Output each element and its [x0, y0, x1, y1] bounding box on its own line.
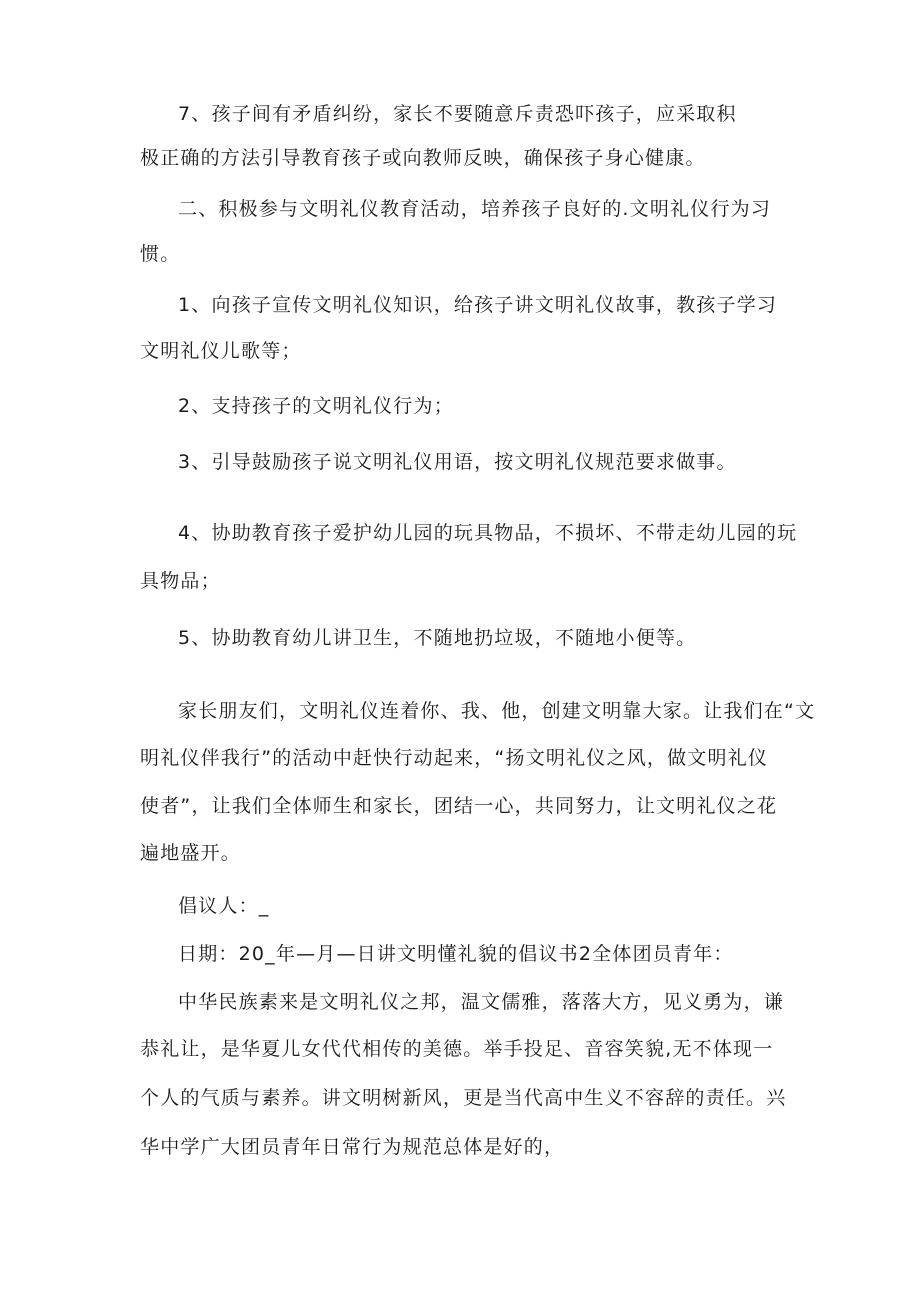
text-line: 极正确的方法引导教育孩子或向教师反映，确保孩子身心健康。	[140, 147, 706, 169]
text-line: 家长朋友们，文明礼仪连着你、我、他，创建文明靠大家。让我们在“文	[178, 700, 816, 722]
text-line: 2、支持孩子的文明礼仪行为；	[178, 395, 454, 417]
text-line: 3、引导鼓励孩子说文明礼仪用语，按文明礼仪规范要求做事。	[178, 451, 737, 473]
text-line: 惯。	[140, 243, 181, 265]
text-line: 恭礼让，是华夏儿女代代相传的美德。举手投足、音容笑貌,无不体现一	[140, 1038, 774, 1060]
text-line: 4、协助教育孩子爱护幼儿园的玩具物品，不损坏、不带走幼儿园的玩	[178, 522, 798, 544]
text-line: 文明礼仪儿歌等；	[140, 340, 302, 362]
text-line: 5、协助教育幼儿讲卫生，不随地扔垃圾，不随地小便等。	[178, 627, 697, 649]
text-line: 使者”，让我们全体师生和家长，团结一心，共同努力，让文明礼仪之花	[140, 795, 778, 817]
text-line: 二、积极参与文明礼仪教育活动，培养孩子良好的.文明礼仪行为习	[178, 198, 772, 220]
text-line: 具物品；	[140, 570, 221, 592]
text-line: 中华民族素来是文明礼仪之邦，温文儒雅，落落大方，见义勇为，谦	[178, 991, 785, 1013]
text-line: 7、孩子间有矛盾纠纷，家长不要随意斥责恐吓孩子，应采取积	[178, 103, 737, 125]
text-line: 明礼仪伴我行”的活动中赶快行动起来，“扬文明礼仪之风，做文明礼仪	[140, 747, 769, 769]
text-line: 华中学广大团员青年日常行为规范总体是好的，	[140, 1136, 565, 1158]
text-line: 日期：20_年—月—日讲文明懂礼貌的倡议书2全体团员青年：	[178, 943, 734, 965]
text-line: 倡议人：_	[178, 895, 270, 917]
text-line: 1、向孩子宣传文明礼仪知识，给孩子讲文明礼仪故事，教孩子学习	[178, 294, 778, 316]
text-line: 个人的气质与素养。讲文明树新风，更是当代高中生义不容辞的责任。兴	[140, 1087, 787, 1109]
text-line: 遍地盛开。	[140, 842, 242, 864]
